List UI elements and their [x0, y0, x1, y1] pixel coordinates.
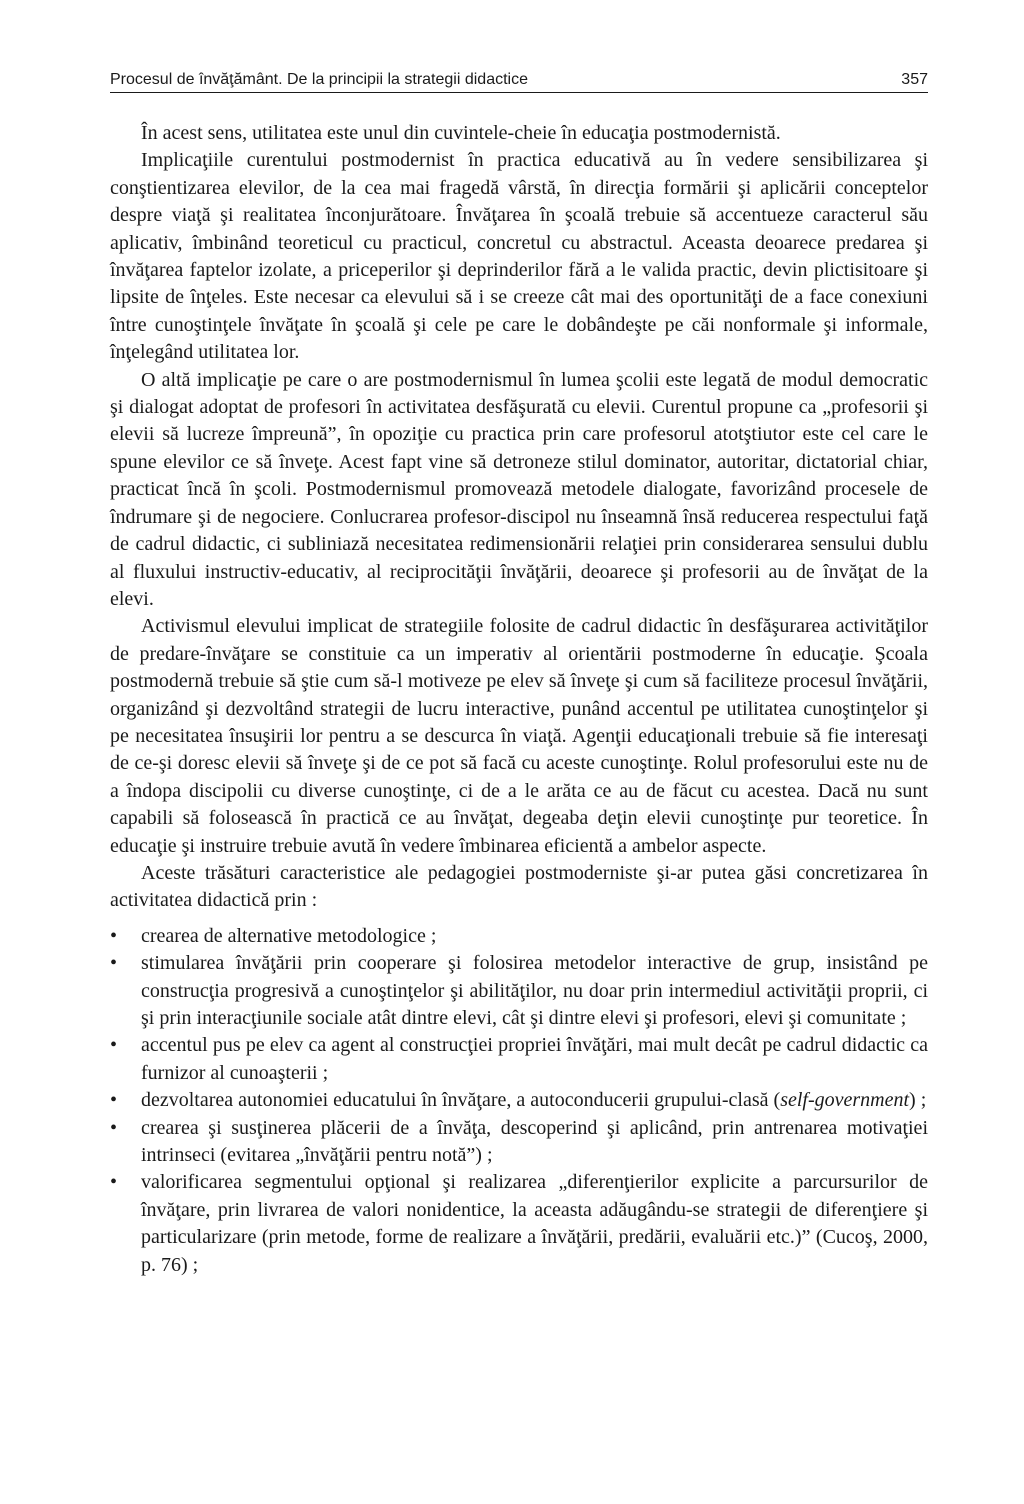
list-item-text: crearea şi susţinerea plăcerii de a învăţa, descoperind şi aplicând, prin antrenarea motivaţiei intrinseci (evitarea „învăţării pentru notă”) ;	[141, 1116, 928, 1167]
paragraph: Activismul elevului implicat de strategiile folosite de cadrul didactic în desfăşurarea activităţilor de predare-învăţare se constituie ca un imperativ al orientării postmoderne în educaţie. Şcoala postmodernă trebuie să ştie cum să-l motiveze pe elev să înveţe şi cum să faciliteze procesul învăţării, organizând şi dezvoltând strategii de lucru interactive, punând accentul pe utilitatea cunoştinţelor şi pe necesitatea însuşirii lor pentru a se descurca în viaţă. Agenţii educaţionali trebuie să fie interesaţi de ce-şi doresc elevii să înveţe şi de ce pot să facă cu aceste cunoştinţe. Rolul profesorului este nu de a îndopa discipolii cu diverse cunoştinţe, ci de a le arăta ce au de făcut cu acestea. Dacă nu sunt capabili să folosească în practică ce au învăţat, degeaba deţin elevii cunoştinţe pur teoretice. În educaţie şi instruire trebuie avută în vedere îmbinarea eficientă a ambelor aspecte.	[110, 615, 928, 857]
bullet-icon: •	[110, 1089, 118, 1112]
bullet-icon: •	[110, 1171, 118, 1194]
list-item-text: accentul pus pe elev ca agent al construcţiei propriei învăţări, mai mult decât pe cadrul didactic ca furnizor al cunoaşterii ;	[141, 1034, 928, 1084]
paragraph: Aceste trăsături caracteristice ale pedagogiei postmoderniste şi-ar putea găsi concretizarea în activitatea didactică prin :	[110, 861, 928, 912]
list-item	[110, 950, 928, 1032]
running-title: Procesul de învăţământ. De la principii la strategii didactice	[110, 71, 528, 88]
list-item-text-before: dezvoltarea autonomiei educatului în învăţare, a autoconducerii grupului-clasă (	[141, 1089, 781, 1112]
list-item	[110, 1115, 928, 1170]
list-item-text: valorificarea segmentului opţional şi realizarea „diferenţierilor explicite a parcursurilor de învăţare, prin livrarea de valori nonidentice, la aceasta adăugându-se strategii de diferenţiere şi particularizare (prin metode, forme de realizare a învăţării, predării, evaluării etc.)” (Cucoş, 2000, p. 76) ;	[141, 1171, 928, 1276]
list-item-text-after: ) ;	[909, 1089, 927, 1112]
list-item-italic-term: self-government	[780, 1089, 910, 1112]
list-item-text: crearea de alternative metodologice ;	[141, 924, 437, 947]
book-page	[110, 70, 928, 1279]
body-text	[110, 120, 928, 1279]
bullet-icon: •	[110, 924, 118, 947]
page-number: 357	[901, 71, 928, 88]
bullet-icon: •	[110, 1034, 118, 1057]
paragraph: Implicaţiile curentului postmodernist în practica educativă au în vedere sensibilizarea şi conştientizarea elevilor, de la cea mai fragedă vârstă, în direcţia formării şi aplicării conceptelor despre viaţă şi realitatea înconjurătoare. Învăţarea în şcoală trebuie să accentueze caracterul său aplicativ, îmbinând teoreticul cu practicul, concretul cu abstractul. Aceasta deoarece predarea şi învăţarea faptelor izolate, a priceperilor şi deprinderilor fără a le valida practic, devin plictisitoare şi lipsite de înţeles. Este necesar ca elevului să i se creeze cât mai des oportunităţi de a face conexiuni între cunoştinţele învăţate în şcoală şi cele pe care le dobândeşte pe căi nonformale şi informale, înţelegând utilitatea lor.	[110, 149, 928, 364]
bullet-icon: •	[110, 1116, 118, 1139]
bullet-icon: •	[110, 952, 118, 975]
list-item	[110, 1169, 928, 1279]
list-item	[110, 1087, 928, 1114]
paragraph: În acest sens, utilitatea este unul din cuvintele-cheie în educaţia postmodernistă.	[141, 122, 781, 144]
paragraph: O altă implicaţie pe care o are postmodernismul în lumea şcolii este legată de modul democratic şi dialogat adoptat de profesori în activitatea desfăşurată cu elevii. Curentul propune ca „profesorii şi elevii să lucreze împreună”, în opoziţie cu practica prin care profesorul atotştiutor este cel care le spune elevilor ce să înveţe. Acest fapt vine să detroneze stilul dominator, autoritar, dictatorial chiar, practicat încă în şcoli. Postmodernismul promovează metodele dialogate, favorizând procesele de îndrumare şi de negociere. Conlucrarea profesor-discipol nu înseamnă însă reducerea respectului faţă de cadrul didactic, ci subliniază necesitatea redimensionării relaţiei prin considerarea sensului dublu al fluxului instructiv-educativ, al reciprocităţii învăţării, deoarece şi profesorii au de învăţat de la elevi.	[110, 368, 928, 610]
running-head	[110, 70, 928, 93]
list-item	[110, 923, 928, 950]
list-item-text: stimularea învăţării prin cooperare şi folosirea metodelor interactive de grup, insistând pe construcţia progresivă a cunoştinţelor şi abilităţilor, nu doar prin intermediul activităţii proprii, ci şi prin interacţiunile sociale atât dintre elevi, cât şi dintre elevi şi profesori, elevi şi comunitate ;	[141, 952, 928, 1029]
bullet-list	[110, 923, 928, 1279]
list-item	[110, 1032, 928, 1087]
